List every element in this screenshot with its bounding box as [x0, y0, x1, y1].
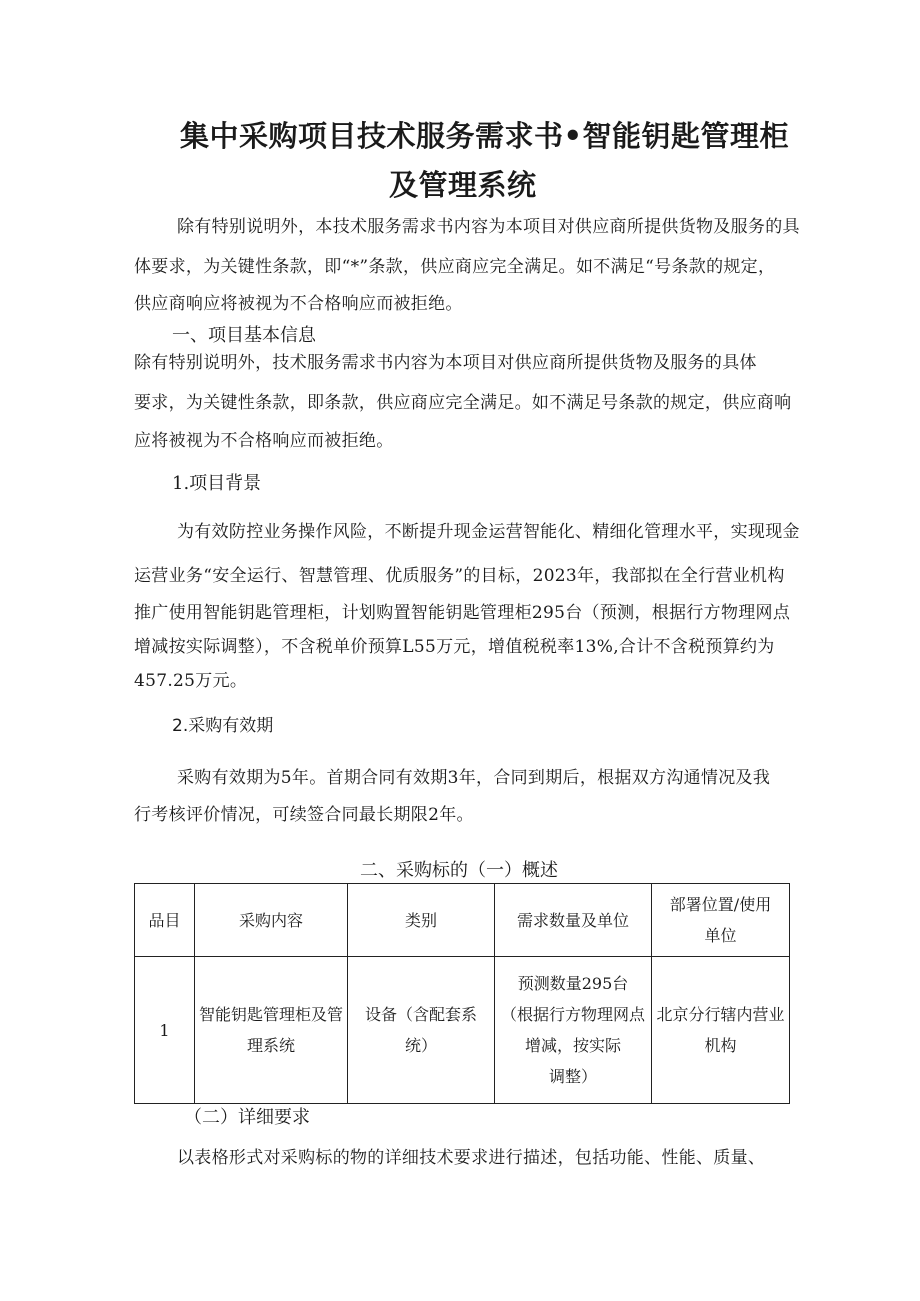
cell-line: 北京分行辖内营业 — [656, 1005, 785, 1024]
intro-line: 供应商响应将被视为不合格响应而被拒绝。 — [134, 294, 463, 314]
header-cell: 品目 — [135, 884, 195, 957]
cell-line: 智能钥匙管理柜及管 — [198, 1005, 343, 1024]
procurement-table — [134, 883, 790, 1104]
cell-line: （根据行方物理网点 — [500, 1005, 645, 1024]
header-cell: 类别 — [348, 884, 495, 957]
item-cell: 1 — [135, 957, 195, 1104]
location-cell — [652, 957, 790, 1104]
table-row — [135, 957, 790, 1104]
validity-line: 行考核评价情况，可续签合同最长期限2年。 — [134, 805, 474, 825]
section1-line: 要求，为关键性条款，即条款，供应商应完全满足。如不满足号条款的规定，供应商响 — [134, 393, 792, 413]
detail-requirements-line: 以表格形式对采购标的物的详细技术要求进行描述，包括功能、性能、质量、 — [177, 1148, 766, 1168]
background-line: 推广使用智能钥匙管理柜，计划购置智能钥匙管理柜295台（预测，根据行方物理网点 — [134, 603, 791, 623]
cell-line: 调整） — [548, 1067, 597, 1086]
background-line: 为有效防控业务操作风险，不断提升现金运营智能化、精细化管理水平，实现现金 — [177, 522, 800, 542]
validity-line: 采购有效期为5年。首期合同有效期3年，合同到期后，根据双方沟通情况及我 — [177, 768, 771, 788]
document-title-line2: 及管理系统 — [389, 168, 537, 202]
section1-line: 除有特别说明外，技术服务需求书内容为本项目对供应商所提供货物及服务的具体 — [134, 353, 757, 373]
cell-line: 理系统 — [246, 1036, 295, 1055]
section1-line: 应将被视为不合格响应而被拒绝。 — [134, 431, 394, 451]
cell-line: 统） — [404, 1036, 437, 1055]
detail-requirements-heading: （二）详细要求 — [184, 1107, 310, 1128]
background-line: 增减按实际调整），不含税单价预算L55万元，增值税税率13%,合计不含税预算约为 — [134, 637, 775, 657]
subsection1-heading: 1.项目背景 — [172, 473, 262, 494]
cell-line: 机构 — [704, 1036, 737, 1055]
cell-line: 增减，按实际 — [524, 1036, 621, 1055]
document-title-line1: 集中采购项目技术服务需求书•智能钥匙管理柜 — [180, 119, 790, 153]
quantity-cell — [495, 957, 652, 1104]
cell-line: 预测数量295台 — [517, 974, 629, 993]
category-cell — [348, 957, 495, 1104]
header-cell — [652, 884, 790, 957]
background-line: 运营业务“安全运行、智慧管理、优质服务”的目标，2023年，我部拟在全行营业机构 — [134, 566, 785, 586]
content-cell — [195, 957, 348, 1104]
section1-heading: 一、项目基本信息 — [172, 325, 316, 346]
intro-line: 除有特别说明外，本技术服务需求书内容为本项目对供应商所提供货物及服务的具 — [177, 217, 800, 237]
subsection2-heading: 2.采购有效期 — [172, 716, 274, 736]
background-line: 457.25万元。 — [134, 671, 248, 691]
table-header-row — [135, 884, 790, 957]
header-cell: 需求数量及单位 — [495, 884, 652, 957]
header-cell-line: 单位 — [704, 926, 737, 945]
section2-heading: 二、采购标的（一）概述 — [360, 860, 558, 881]
intro-line: 体要求，为关键性条款，即“*”条款，供应商应完全满足。如不满足“号条款的规定， — [134, 257, 776, 277]
cell-line: 设备（含配套系 — [364, 1005, 477, 1024]
header-cell-line: 部署位置/使用 — [669, 895, 772, 914]
header-cell: 采购内容 — [195, 884, 348, 957]
